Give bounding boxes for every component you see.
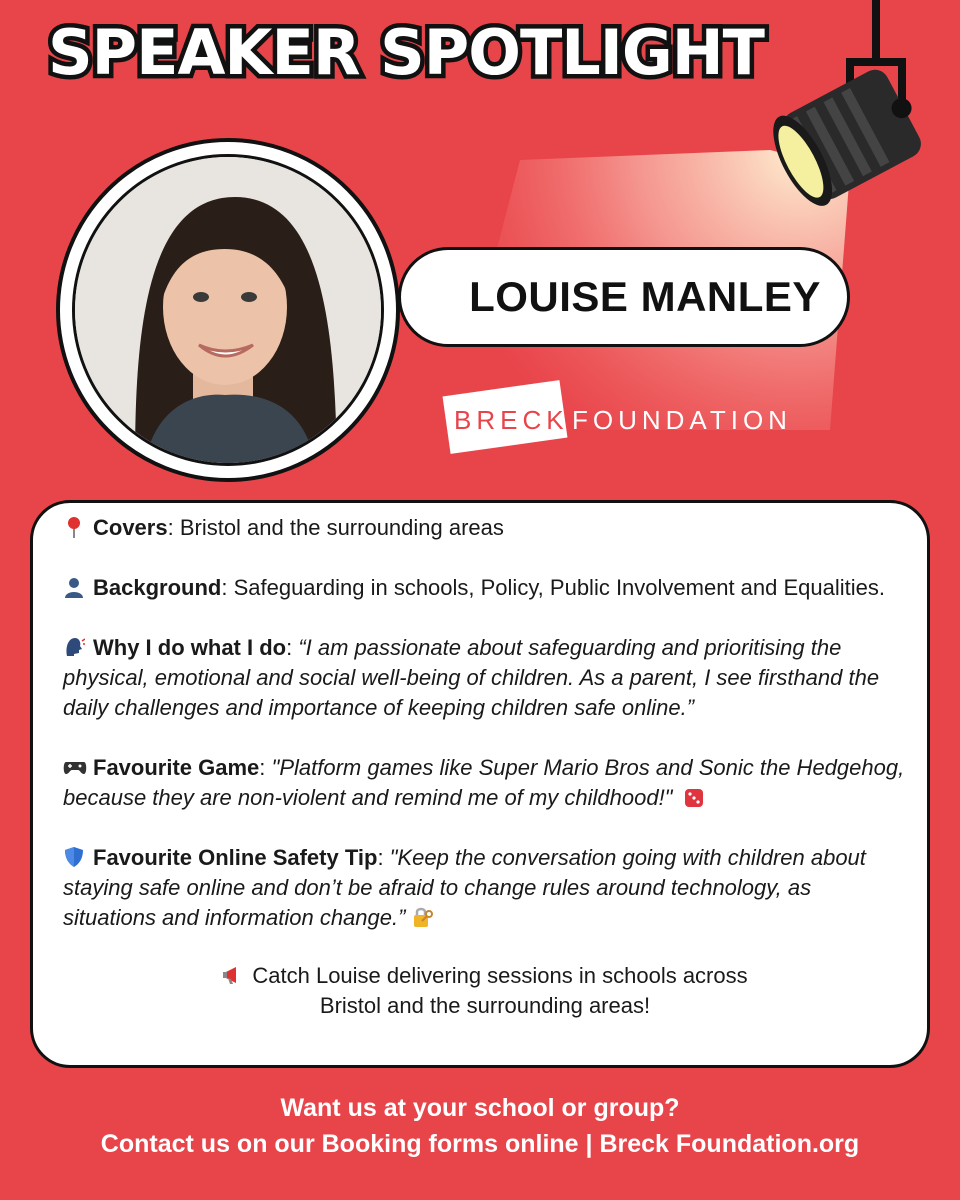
why-sep: : [286,635,299,660]
logo-word-breck: BRECK [454,405,569,435]
speaker-name: LOUISE MANLEY [398,247,850,347]
tip-item [63,843,907,933]
tip-quote: "Keep the conversation going with children about staying safe online and don’t be afraid to change rules around technology, as situations and information change.” [63,845,866,930]
dice-icon [683,786,707,808]
covers-text: : Bristol and the surrounding areas [167,515,504,540]
speaker-photo-frame [56,138,400,482]
cta-text [63,961,907,1021]
speaking-head-icon [63,636,87,658]
background-text: : Safeguarding in schools, Policy, Public Involvement and Equalities. [221,575,885,600]
game-label: Favourite Game [93,755,260,780]
tip-label: Favourite Online Safety Tip [93,845,378,870]
cta-line1: Catch Louise delivering sessions in schools across [252,963,748,988]
page-title: SPEAKER SPOTLIGHT [48,16,764,89]
speaker-photo [72,154,384,466]
footer-question: Want us at your school or group? [280,1094,680,1122]
tip-sep: : [377,845,390,870]
why-quote: “I am passionate about safeguarding and prioritising the physical, emotional and social well-being of children. As a parent, I see firsthand the daily challenges and importance of keeping children safe online.” [63,635,880,720]
game-controller-icon [63,756,87,778]
footer-contact: Contact us on our Booking forms online | Breck Foundation.org [100,1130,860,1158]
person-icon [63,576,87,598]
cta-line2: Bristol and the surrounding areas! [319,993,651,1018]
why-label: Why I do what I do [93,635,287,660]
background-item [63,573,907,603]
game-quote: "Platform games like Super Mario Bros and Sonic the Hedgehog, because they are non-violent and remind me of my childhood!" [63,755,905,810]
game-item [63,753,907,813]
megaphone-icon [222,964,246,986]
game-sep: : [259,755,272,780]
pin-icon [63,516,87,538]
lock-key-icon [412,906,436,928]
logo-word-foundation: FOUNDATION [572,405,792,435]
why-item [63,633,907,723]
shield-icon [63,846,87,868]
background-label: Background [93,575,222,600]
speaker-info-card [30,500,930,1068]
covers-label: Covers [93,515,168,540]
covers-item [63,513,907,543]
